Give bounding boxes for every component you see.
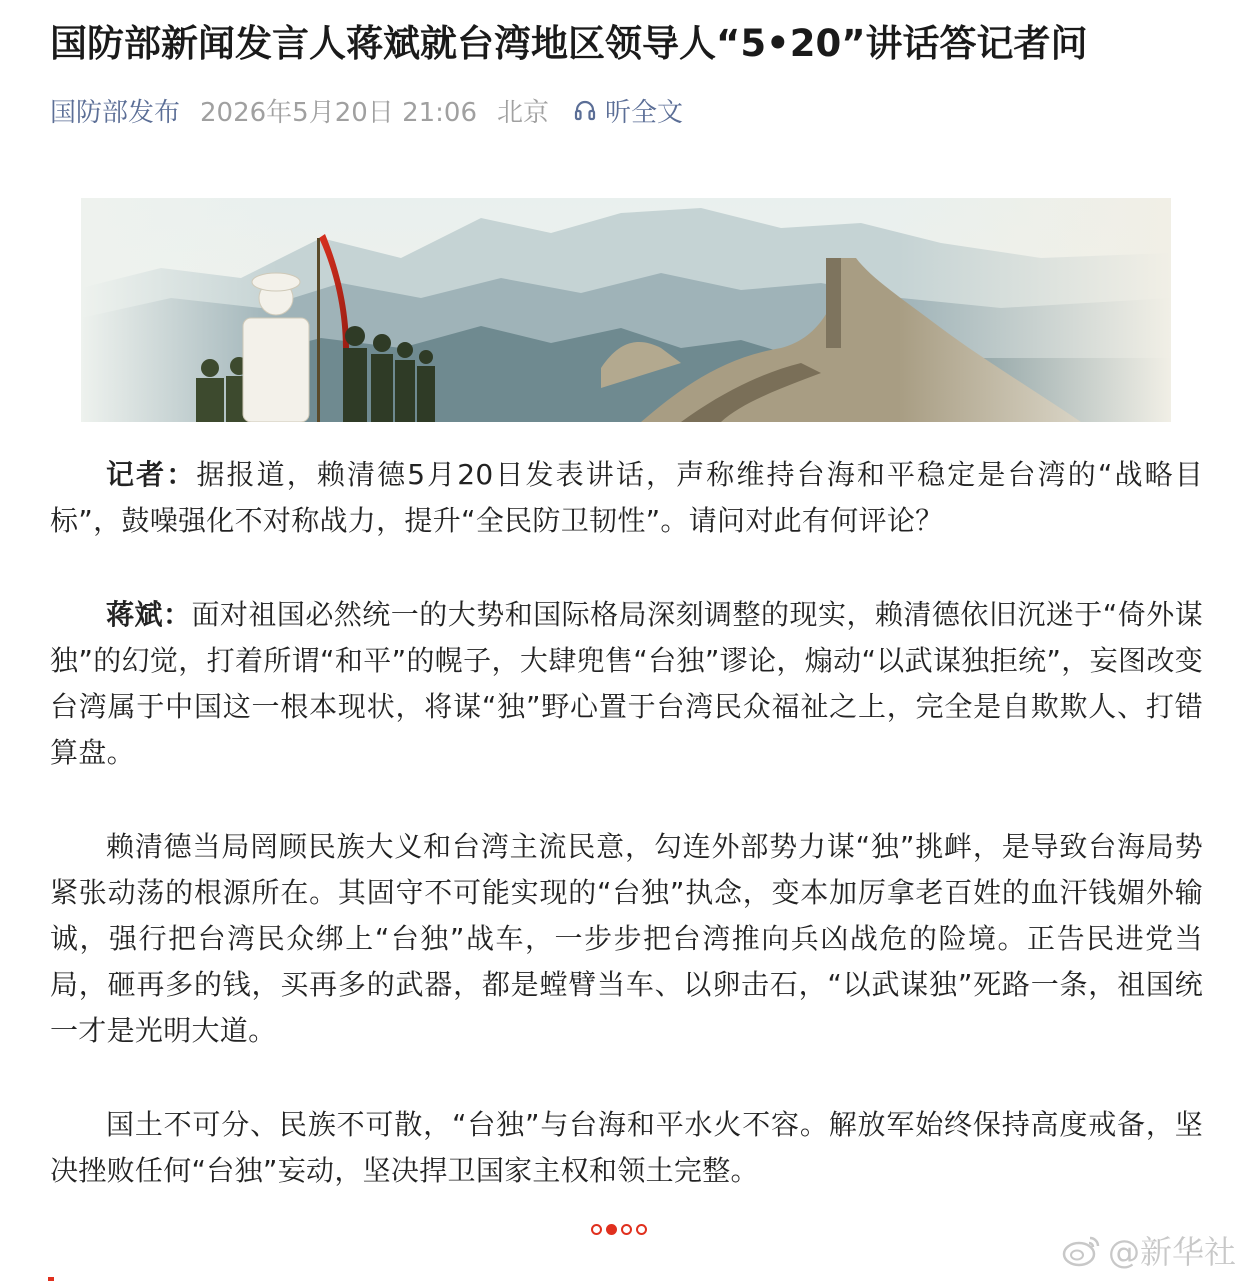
publish-location: 北京 (497, 97, 550, 128)
carousel-dot[interactable] (591, 1224, 602, 1235)
paragraph-answer (50, 592, 1203, 776)
carousel-dot-active[interactable] (606, 1224, 617, 1235)
listen-button[interactable] (573, 92, 683, 129)
headphones-icon (573, 98, 597, 122)
paragraph-body (50, 1102, 1203, 1194)
carousel-dot[interactable] (621, 1224, 632, 1235)
publish-datetime: 2026年5月20日 21:06 (200, 97, 478, 128)
paragraph-question (50, 452, 1203, 544)
banner-image (81, 198, 1171, 422)
speaker-spokesman: 蒋斌： (106, 598, 192, 631)
paragraph-text: 国土不可分、民族不可散，“台独”与台海和平水火不容。解放军始终保持高度戒备，坚决挫败任何“台独”妄动，坚决捍卫国家主权和领土完整。 (50, 1108, 1203, 1187)
banner-illustration (81, 198, 1171, 422)
article-body (50, 452, 1203, 1242)
carousel-indicator (591, 1224, 647, 1235)
paragraph-text: 据报道，赖清德5月20日发表讲话，声称维持台海和平稳定是台湾的“战略目标”，鼓噪强化不对称战力，提升“全民防卫韧性”。请问对此有何评论？ (50, 458, 1203, 537)
weibo-logo-icon (1062, 1233, 1102, 1267)
watermark-text: @新华社 (1107, 1233, 1236, 1271)
article-title: 国防部新闻发言人蒋斌就台湾地区领导人“5•20”讲话答记者问 (50, 22, 1088, 65)
speaker-reporter: 记者： (106, 458, 197, 491)
watermark (1062, 1227, 1236, 1273)
paragraph-body (50, 824, 1203, 1054)
corner-mark (48, 1277, 54, 1281)
paragraph-text: 面对祖国必然统一的大势和国际格局深刻调整的现实，赖清德依旧沉迷于“倚外谋独”的幻觉，打着所谓“和平”的幌子，大肆兜售“台独”谬论，煽动“以武谋独拒统”，妄图改变台湾属于中国这一根本现状，将谋“独”野心置于台湾民众福祉之上，完全是自欺欺人、打错算盘。 (50, 598, 1203, 769)
carousel-dot[interactable] (636, 1224, 647, 1235)
listen-label: 听全文 (605, 97, 684, 128)
source-link[interactable]: 国防部发布 (50, 97, 181, 128)
paragraph-text: 赖清德当局罔顾民族大义和台湾主流民意，勾连外部势力谋“独”挑衅，是导致台海局势紧张动荡的根源所在。其固守不可能实现的“台独”执念，变本加厉拿老百姓的血汗钱媚外输诚，强行把台湾民众绑上“台独”战车，一步步把台湾推向兵凶战危的险境。正告民进党当局，砸再多的钱，买再多的武器，都是螳臂当车、以卵击石，“以武谋独”死路一条，祖国统一才是光明大道。 (50, 830, 1203, 1047)
article-meta (50, 90, 683, 130)
